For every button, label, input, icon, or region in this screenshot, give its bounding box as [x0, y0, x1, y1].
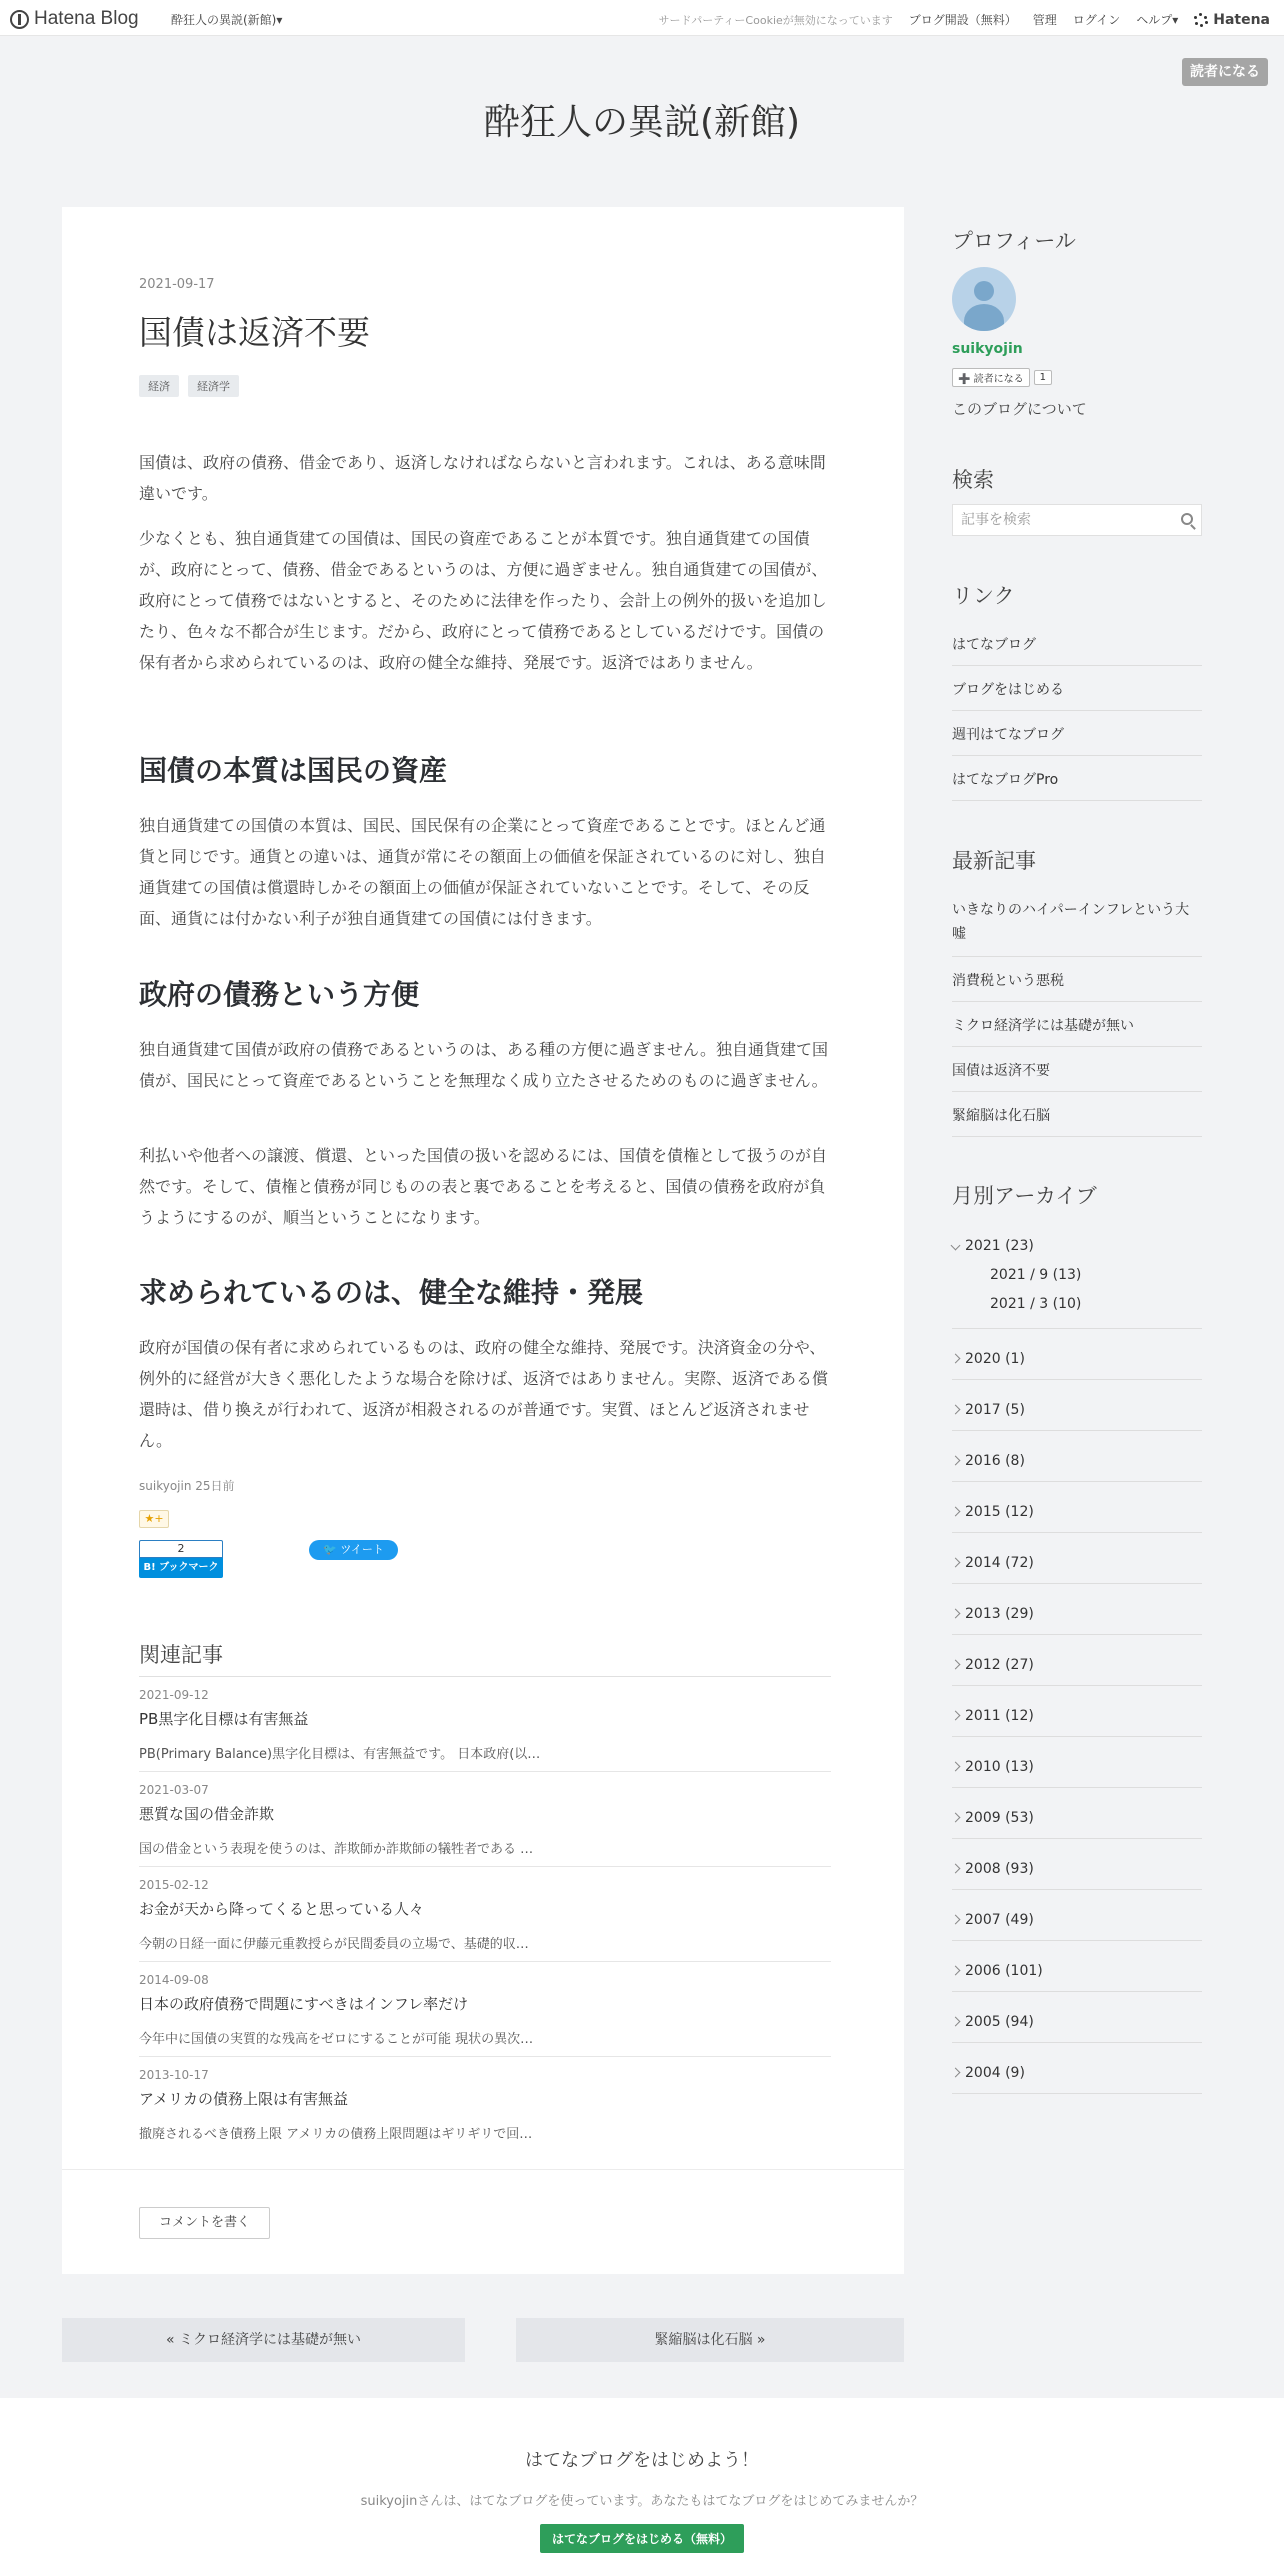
search-box[interactable]: [952, 504, 1202, 536]
section-heading: 国債の本質は国民の資産: [139, 754, 448, 787]
archive-year-label[interactable]: 2004 (9): [965, 2065, 1025, 2081]
related-title-link[interactable]: お金が天から降ってくると思っている人々: [139, 1900, 425, 1918]
archive-month[interactable]: 2021 / 9 (13): [990, 1267, 1082, 1283]
sidebar-link[interactable]: はてなブログPro: [952, 756, 1202, 801]
search-input[interactable]: [961, 512, 1161, 528]
search-icon[interactable]: [1181, 513, 1193, 525]
hatena-label: Hatena: [1213, 11, 1270, 28]
related-title-link[interactable]: 日本の政府債務で問題にすべきはインフレ率だけ: [139, 1995, 469, 2013]
subscribe-button[interactable]: 読者になる: [1182, 58, 1268, 86]
profile-username[interactable]: suikyojin: [952, 341, 1023, 357]
archive-year-label[interactable]: 2020 (1): [965, 1351, 1025, 1367]
blog-menu[interactable]: 酔狂人の異説(新館)▾: [171, 13, 283, 27]
category-tag[interactable]: 経済: [139, 375, 179, 397]
logo-text: Hatena Blog: [34, 8, 139, 29]
tweet-button[interactable]: [309, 1540, 398, 1560]
bookmark-label: B! ブックマーク: [139, 1558, 223, 1578]
archive-year[interactable]: [952, 2043, 1202, 2094]
paragraph: 利払いや他者への譲渡、償還、といった国債の扱いを認めるには、国債を債権として扱うのが自然です。そして、債権と債務が同じものの表と裏であることを考えると、国債の債務を政府が負うようにするのが、順当ということになります。: [139, 1146, 828, 1227]
related-excerpt: 国の借金という表現を使うのは、詐欺師か詐欺師の犠牲者である …: [139, 1842, 534, 1857]
footer-title: はてなブログをはじめよう！: [525, 2450, 759, 2471]
related-excerpt: 今年中に国債の実質的な残高をゼロにすることが可能 現状の異次…: [139, 2032, 534, 2047]
about-blog-link[interactable]: このブログについて: [952, 400, 1087, 418]
sidebar-link[interactable]: 週刊はてなブログ: [952, 711, 1202, 756]
archive-year[interactable]: [952, 1890, 1202, 1941]
section-heading: 政府の債務という方便: [139, 978, 420, 1011]
paragraph: 独自通貨建て国債が政府の債務であるというのは、ある種の方便に過ぎません。独自通貨建て国債が、国民にとって資産であるということを無理なく成り立たさせるためのものに過ぎません。: [139, 1040, 828, 1090]
related-date: 2013-10-17: [139, 2068, 209, 2082]
global-header-right: [659, 11, 1270, 28]
paragraph: 独自通貨建ての国債の本質は、国民、国民保有の企業にとって資産であることです。ほとんど通貨と同じです。通貨との違いは、通貨が常にその額面上の価値を保証されているのに対し、独自通貨建ての国債は償還時しかその額面上の価値が保証されていないことです。そして、その反面、通貨には付かない利子が独自通貨建ての国債には付きます。: [139, 816, 826, 928]
related-excerpt: 今朝の日経一面に伊藤元重教授らが民間委員の立場で、基礎的収…: [139, 1937, 529, 1952]
archive-year[interactable]: [952, 1992, 1202, 2043]
subscribe-small-button[interactable]: ➕ 読者になる: [952, 368, 1030, 387]
archive-month[interactable]: 2021 / 3 (10): [990, 1296, 1082, 1312]
chevron-right-icon: [951, 1354, 961, 1364]
related-title-link[interactable]: PB黒字化目標は有害無益: [139, 1710, 309, 1728]
archive-year[interactable]: [952, 1380, 1202, 1431]
avatar[interactable]: [952, 267, 1016, 331]
next-entry-link[interactable]: 緊縮脳は化石脳 »: [516, 2318, 904, 2362]
prev-entry-link[interactable]: « ミクロ経済学には基礎が無い: [62, 2318, 465, 2362]
subscriber-count[interactable]: 1: [1034, 370, 1052, 385]
hatena-menu[interactable]: [1194, 12, 1270, 28]
recent-entry[interactable]: ミクロ経済学には基礎が無い: [952, 1002, 1202, 1047]
archive-year-label[interactable]: 2017 (5): [965, 1402, 1025, 1418]
archive-year-label[interactable]: 2007 (49): [965, 1912, 1034, 1928]
archive-year[interactable]: [952, 1737, 1202, 1788]
chevron-right-icon: [951, 1813, 961, 1823]
related-item[interactable]: [139, 1688, 831, 1772]
archive-year-label[interactable]: 2008 (93): [965, 1861, 1034, 1877]
hatena-bookmark-button[interactable]: [139, 1540, 223, 1578]
chevron-right-icon: [951, 2017, 961, 2027]
article-title[interactable]: 国債は返済不要: [139, 313, 370, 352]
archive-heading: 月別アーカイブ: [952, 1184, 1097, 1208]
hatena-blog-icon: [10, 10, 29, 29]
article-date[interactable]: 2021-09-17: [139, 277, 215, 292]
open-blog-link[interactable]: ブログ開設（無料）: [908, 13, 1017, 27]
links-list: [952, 621, 1202, 801]
archive-year-label[interactable]: 2014 (72): [965, 1555, 1034, 1571]
archive-year[interactable]: [952, 1431, 1202, 1482]
related-item[interactable]: [139, 1783, 831, 1867]
related-date: 2015-02-12: [139, 1878, 209, 1892]
category-tag[interactable]: 経済学: [188, 375, 239, 397]
related-item[interactable]: [139, 2068, 831, 2152]
tweet-label: ツイート: [340, 1543, 384, 1556]
related-title: 関連記事: [139, 1643, 223, 1667]
help-menu[interactable]: ヘルプ▾: [1136, 13, 1179, 27]
related-item[interactable]: [139, 1973, 831, 2057]
archive-year-label[interactable]: 2009 (53): [965, 1810, 1034, 1826]
archive-year-label[interactable]: 2005 (94): [965, 2014, 1034, 2030]
archive-year[interactable]: [952, 1839, 1202, 1890]
related-date: 2021-03-07: [139, 1783, 209, 1797]
chevron-right-icon: [951, 1507, 961, 1517]
sidebar-link[interactable]: ブログをはじめる: [952, 666, 1202, 711]
archive-year[interactable]: [952, 1482, 1202, 1533]
archive-year[interactable]: [952, 1584, 1202, 1635]
section-heading: 求められているのは、健全な維持・発展: [139, 1276, 644, 1309]
archive-year-label[interactable]: 2012 (27): [965, 1657, 1034, 1673]
archive-year[interactable]: [952, 1329, 1202, 1380]
archive-year[interactable]: [952, 1686, 1202, 1737]
chevron-right-icon: [951, 1558, 961, 1568]
recent-heading: 最新記事: [952, 849, 1036, 873]
chevron-right-icon: [951, 1864, 961, 1874]
search-heading: 検索: [952, 468, 994, 492]
related-title-link[interactable]: アメリカの債務上限は有害無益: [139, 2090, 348, 2108]
divider: [139, 1676, 831, 1677]
divider: [62, 2169, 904, 2170]
category-list: [139, 375, 831, 397]
profile-subscribe: [952, 368, 1202, 387]
paragraph: 政府が国債の保有者に求められているものは、政府の健全な維持、発展です。決済資金の分や、例外的に経営が大きく悪化したような場合を除けば、返済ではありません。実際、返済である償還時は、借り換えが行われて、返済が相殺されるのが普通です。実質、ほとんど返済されません。: [139, 1338, 828, 1450]
archive-year-label[interactable]: 2010 (13): [965, 1759, 1034, 1775]
archive-year-label[interactable]: 2006 (101): [965, 1963, 1043, 1979]
chevron-right-icon: [951, 1762, 961, 1772]
links-heading: リンク: [952, 584, 1015, 608]
footer-promo: [0, 2398, 1284, 2568]
related-title-link[interactable]: 悪質な国の借金詐欺: [139, 1805, 275, 1823]
blog-title[interactable]: 酔狂人の異説(新館): [483, 102, 801, 143]
admin-link[interactable]: 管理: [1032, 13, 1057, 27]
recent-entry[interactable]: 国債は返済不要: [952, 1047, 1202, 1092]
chevron-right-icon: [951, 1456, 961, 1466]
archive-year-label[interactable]: 2011 (12): [965, 1708, 1034, 1724]
related-date: 2021-09-12: [139, 1688, 209, 1702]
global-header: [0, 0, 1284, 36]
archive-year-label[interactable]: 2013 (29): [965, 1606, 1034, 1622]
archive-year-label[interactable]: 2016 (8): [965, 1453, 1025, 1469]
chevron-down-icon[interactable]: [951, 1241, 961, 1251]
chevron-right-icon: [951, 1966, 961, 1976]
recent-entry[interactable]: 緊縮脳は化石脳: [952, 1092, 1202, 1137]
related-excerpt: PB(Primary Balance)黒字化目標は、有害無益です。 日本政府(以…: [139, 1747, 541, 1762]
chevron-right-icon: [951, 1915, 961, 1925]
footer-text: suikyojinさんは、はてなブログを使っています。あなたもはてなブログをはじめてみませんか？: [360, 2494, 924, 2509]
paragraph: 少なくとも、独自通貨建ての国債は、国民の資産であることが本質です。独自通貨建ての国債が、政府にとって、債務、借金であるというのは、方便に過ぎません。独自通貨建ての国債が、政府にとって債務ではないとすると、そのために法律を作ったり、会計上の例外的扱いを追加したり、色々な不都合が生じます。だから、政府にとって債務であるとしているだけです。国債の保有者から求められているのは、政府の健全な維持、発展です。返済ではありません。: [139, 529, 828, 672]
hatena-blog-logo[interactable]: [10, 8, 139, 30]
hatena-dots-icon: [1194, 13, 1208, 27]
related-item[interactable]: [139, 1878, 831, 1962]
archive-year[interactable]: [952, 1788, 1202, 1839]
cookie-notice[interactable]: サードパーティーCookieが無効になっています: [658, 13, 893, 27]
article-card: [62, 207, 904, 2274]
add-star-button[interactable]: ★+: [139, 1510, 169, 1528]
archive-year[interactable]: [952, 1533, 1202, 1584]
recent-entry[interactable]: 消費税という悪税: [952, 957, 1202, 1002]
profile-heading: プロフィール: [952, 229, 1076, 253]
login-link[interactable]: ログイン: [1072, 13, 1121, 27]
related-date: 2014-09-08: [139, 1973, 209, 1987]
chevron-right-icon: [951, 2068, 961, 2078]
sidebar-link[interactable]: はてなブログ: [952, 621, 1202, 666]
chevron-right-icon: [951, 1711, 961, 1721]
paragraph: 国債は、政府の債務、借金であり、返済しなければならないと言われます。これは、ある意味間違いです。: [139, 453, 826, 503]
bookmark-count: 2: [139, 1540, 223, 1558]
user-avatar-icon: [952, 267, 1016, 331]
archive-year[interactable]: [952, 1635, 1202, 1686]
archive-year-label[interactable]: 2021 (23): [965, 1238, 1034, 1254]
archive-year-2021[interactable]: [952, 1227, 1202, 1329]
chevron-right-icon: [951, 1660, 961, 1670]
write-comment-button[interactable]: コメントを書く: [139, 2207, 270, 2239]
twitter-bird-icon: 🐦: [323, 1543, 341, 1556]
archive-year[interactable]: [952, 1941, 1202, 1992]
chevron-right-icon: [951, 1609, 961, 1619]
article-meta[interactable]: suikyojin 25日前: [139, 1479, 235, 1493]
start-blog-button[interactable]: はてなブログをはじめる（無料）: [540, 2524, 744, 2553]
archive-year-label[interactable]: 2015 (12): [965, 1504, 1034, 1520]
related-excerpt: 撤廃されるべき債務上限 アメリカの債務上限問題はギリギリで回…: [139, 2127, 533, 2142]
recent-entry[interactable]: いきなりのハイパーインフレという大嘘: [952, 886, 1202, 957]
chevron-right-icon: [951, 1405, 961, 1415]
recent-list: [952, 886, 1202, 1137]
